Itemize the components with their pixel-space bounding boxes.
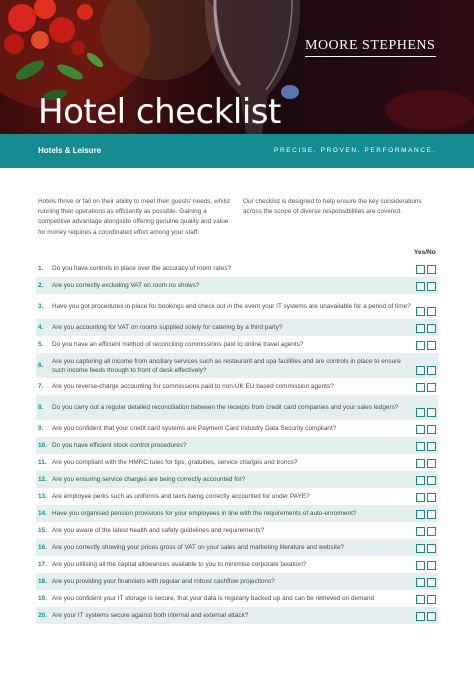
question-text: Are you correctly showing your prices gross of VAT on your sales and marketing literature and website? bbox=[52, 544, 344, 551]
yes-no-boxes bbox=[416, 493, 436, 502]
checklist-row bbox=[36, 573, 438, 590]
question-text: Do you have an efficient method of reconciling commissions paid to online travel agents? bbox=[52, 341, 304, 348]
question-number: 11. bbox=[38, 459, 47, 466]
checklist-row bbox=[36, 522, 438, 539]
no-checkbox[interactable] bbox=[427, 341, 436, 350]
question-number: 13. bbox=[38, 493, 47, 500]
question-text: Are you confident your IT storage is secure, that your data is regularly backed up and can be retrieved on demand bbox=[52, 595, 375, 602]
checklist-row bbox=[36, 539, 438, 556]
yes-no-boxes bbox=[416, 307, 436, 316]
yes-no-boxes bbox=[416, 459, 436, 468]
sector-label: Hotels & Leisure bbox=[38, 146, 102, 155]
question-number: 10. bbox=[38, 442, 47, 449]
yes-checkbox[interactable] bbox=[416, 493, 425, 502]
yes-checkbox[interactable] bbox=[416, 341, 425, 350]
yes-checkbox[interactable] bbox=[416, 544, 425, 553]
yes-checkbox[interactable] bbox=[416, 307, 425, 316]
yes-checkbox[interactable] bbox=[416, 282, 425, 291]
no-checkbox[interactable] bbox=[427, 442, 436, 451]
question-text: Are you capturing all income from ancillary services such as restaurant and spa facilities and are controls in place to ensure such income feeds through to front of desk effectively? bbox=[52, 357, 401, 374]
question-number: 19. bbox=[38, 595, 47, 602]
yes-no-boxes bbox=[416, 527, 436, 536]
yes-checkbox[interactable] bbox=[416, 425, 425, 434]
checklist-row bbox=[36, 556, 438, 573]
yes-no-boxes bbox=[416, 476, 436, 485]
question-text: Are you compliant with the HMRC rules for tips, gratuities, service charges and troncs? bbox=[52, 459, 298, 466]
checklist-row bbox=[36, 471, 438, 488]
yes-no-header: Yes/No bbox=[414, 249, 436, 256]
checklist-row bbox=[36, 378, 438, 395]
yes-checkbox[interactable] bbox=[416, 578, 425, 587]
yes-checkbox[interactable] bbox=[416, 510, 425, 519]
yes-checkbox[interactable] bbox=[416, 366, 425, 375]
no-checkbox[interactable] bbox=[427, 578, 436, 587]
yes-checkbox[interactable] bbox=[416, 383, 425, 392]
question-text: Are you utilising all the capital allowances available to you to minimise corporate taxation? bbox=[52, 561, 307, 568]
question-number: 6. bbox=[38, 362, 44, 369]
brand-logo: MOORE STEPHENS bbox=[305, 38, 436, 53]
yes-checkbox[interactable] bbox=[416, 459, 425, 468]
question-text: Have you got procedures in place for bookings and check out in the event your IT systems are unavailable for a period of time? bbox=[52, 303, 411, 310]
yes-no-boxes bbox=[416, 408, 436, 417]
question-text: Are your IT systems secure against both internal and external attack? bbox=[52, 612, 249, 619]
yes-no-boxes bbox=[416, 578, 436, 587]
yes-no-boxes bbox=[416, 612, 436, 621]
question-text: Are employee perks such as uniforms and taxis being correctly accounted for under PAYE? bbox=[52, 493, 310, 500]
checklist-row bbox=[36, 437, 438, 454]
question-number: 7. bbox=[38, 383, 44, 390]
question-number: 2. bbox=[38, 282, 44, 289]
question-text: Are you ensuring service charges are being correctly accounted for? bbox=[52, 476, 246, 483]
checklist-row bbox=[36, 607, 438, 624]
no-checkbox[interactable] bbox=[427, 476, 436, 485]
intro-paragraph-right: Our checklist is designed to help ensure the key considerations across the scope of diverse responsibilities are covered. bbox=[243, 198, 422, 216]
question-number: 1. bbox=[38, 265, 44, 272]
checklist-row bbox=[36, 590, 438, 607]
question-number: 15. bbox=[38, 527, 47, 534]
yes-checkbox[interactable] bbox=[416, 324, 425, 333]
question-number: 3. bbox=[38, 303, 44, 310]
question-text: Are you correctly excluding VAT on room no shows? bbox=[52, 282, 200, 289]
checklist-row bbox=[36, 319, 438, 336]
no-checkbox[interactable] bbox=[427, 459, 436, 468]
question-number: 17. bbox=[38, 561, 47, 568]
checklist-row bbox=[36, 420, 438, 437]
question-number: 18. bbox=[38, 578, 47, 585]
no-checkbox[interactable] bbox=[427, 366, 436, 375]
question-number: 9. bbox=[38, 425, 44, 432]
question-number: 5. bbox=[38, 341, 44, 348]
no-checkbox[interactable] bbox=[427, 561, 436, 570]
checklist-row bbox=[36, 260, 438, 277]
checklist-row bbox=[36, 505, 438, 522]
yes-no-boxes bbox=[416, 324, 436, 333]
question-number: 14. bbox=[38, 510, 47, 517]
yes-no-boxes bbox=[416, 544, 436, 553]
no-checkbox[interactable] bbox=[427, 544, 436, 553]
no-checkbox[interactable] bbox=[427, 595, 436, 604]
checklist-row bbox=[36, 294, 438, 319]
checklist-row bbox=[36, 454, 438, 471]
yes-no-boxes bbox=[416, 383, 436, 392]
checklist-row bbox=[36, 488, 438, 505]
yes-checkbox[interactable] bbox=[416, 527, 425, 536]
tagline: PRECISE. PROVEN. PERFORMANCE. bbox=[274, 147, 436, 154]
yes-no-boxes bbox=[416, 425, 436, 434]
yes-checkbox[interactable] bbox=[416, 476, 425, 485]
question-text: Do you have controls in place over the accuracy of room rates? bbox=[52, 265, 232, 272]
question-text: Are you reverse-charge accounting for commissions paid to non-UK EU based commission agents? bbox=[52, 383, 334, 390]
yes-checkbox[interactable] bbox=[416, 408, 425, 417]
no-checkbox[interactable] bbox=[427, 282, 436, 291]
no-checkbox[interactable] bbox=[427, 408, 436, 417]
question-text: Do you have efficient stock control procedures? bbox=[52, 442, 187, 449]
no-checkbox[interactable] bbox=[427, 383, 436, 392]
no-checkbox[interactable] bbox=[427, 265, 436, 274]
question-text: Have you organised pension provisions for your employees in line with the requirements of auto-enrolment? bbox=[52, 510, 357, 517]
no-checkbox[interactable] bbox=[427, 493, 436, 502]
yes-no-boxes bbox=[416, 341, 436, 350]
yes-no-boxes bbox=[416, 595, 436, 604]
yes-checkbox[interactable] bbox=[416, 612, 425, 621]
question-number: 8. bbox=[38, 404, 44, 411]
question-number: 20. bbox=[38, 612, 47, 619]
checklist-row bbox=[36, 353, 438, 378]
question-number: 4. bbox=[38, 324, 44, 331]
checklist-row bbox=[36, 277, 438, 294]
no-checkbox[interactable] bbox=[427, 425, 436, 434]
question-number: 16. bbox=[38, 544, 47, 551]
no-checkbox[interactable] bbox=[427, 612, 436, 621]
page-title: Hotel checklist bbox=[38, 92, 281, 132]
no-checkbox[interactable] bbox=[427, 324, 436, 333]
hero-banner bbox=[0, 0, 474, 134]
question-text: Are you confident that your credit card systems are Payment Card Industry Data Security compliant? bbox=[52, 425, 337, 432]
yes-checkbox[interactable] bbox=[416, 265, 425, 274]
yes-no-boxes bbox=[416, 510, 436, 519]
question-text: Are you accounting for VAT on rooms supplied solely for catering by a third party? bbox=[52, 324, 283, 331]
yes-no-boxes bbox=[416, 561, 436, 570]
question-number: 12. bbox=[38, 476, 47, 483]
checklist-row bbox=[36, 336, 438, 353]
no-checkbox[interactable] bbox=[427, 527, 436, 536]
yes-no-boxes bbox=[416, 282, 436, 291]
yes-checkbox[interactable] bbox=[416, 442, 425, 451]
question-text: Are you aware of the latest health and safety guidelines and requirements? bbox=[52, 527, 265, 534]
yes-checkbox[interactable] bbox=[416, 595, 425, 604]
yes-checkbox[interactable] bbox=[416, 561, 425, 570]
yes-no-boxes bbox=[416, 366, 436, 375]
checklist bbox=[36, 260, 438, 624]
no-checkbox[interactable] bbox=[427, 307, 436, 316]
question-text: Do you carry out a regular detailed reconciliation between the receipts from credit card companies and your sales ledgers? bbox=[52, 404, 399, 411]
section-band bbox=[0, 134, 474, 168]
yes-no-boxes bbox=[416, 265, 436, 274]
yes-no-boxes bbox=[416, 442, 436, 451]
question-text: Are you providing your financiers with regular and robust cashflow projections? bbox=[52, 578, 275, 585]
no-checkbox[interactable] bbox=[427, 510, 436, 519]
brand-rule bbox=[305, 56, 436, 57]
intro-paragraph-left: Hotels thrive or fail on their ability to meet their guests' needs, whilst running their operations as efficiently as possible. Gaining a competitive advantage alongside offering genuine quality and value for money requires a coordinated effort among your staff. bbox=[38, 198, 230, 236]
checklist-row bbox=[36, 395, 438, 420]
